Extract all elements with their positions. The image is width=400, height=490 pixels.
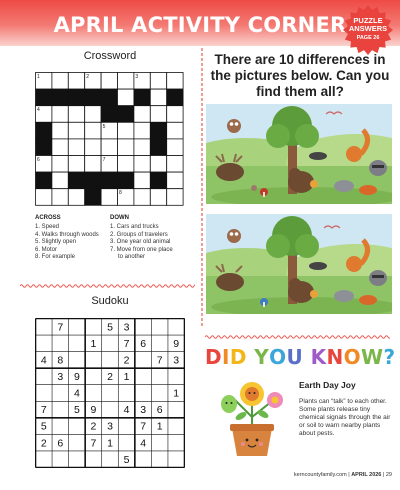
vertical-divider xyxy=(201,48,203,328)
sudoku-given-digit: 8 xyxy=(57,354,64,367)
crossword-cell[interactable] xyxy=(150,106,166,123)
crossword-cell[interactable] xyxy=(52,172,68,189)
crossword-cell[interactable] xyxy=(52,106,68,123)
owl-icon xyxy=(227,229,241,243)
owl-icon xyxy=(227,119,241,133)
sudoku-given-digit: 3 xyxy=(107,420,113,433)
crossword-cell[interactable] xyxy=(68,73,84,90)
down-clues xyxy=(110,224,173,262)
crossword-clue-number: 4 xyxy=(37,107,40,114)
crossword-black-cell xyxy=(118,172,134,189)
page-footer: kerncountyfamily.com | APRIL 2026 | 29 xyxy=(293,472,392,478)
sudoku-title: Sudoku xyxy=(91,295,129,307)
moose-icon xyxy=(216,163,244,181)
sudoku-given-digit: 1 xyxy=(107,437,113,450)
footer-issue: APRIL 2026 xyxy=(351,472,382,478)
crossword-cell[interactable] xyxy=(68,189,84,206)
heading-letter: W xyxy=(361,345,384,369)
crossword-black-cell xyxy=(134,89,150,106)
crossword-clue-number: 5 xyxy=(102,123,106,130)
across-clues xyxy=(35,224,99,262)
crossword-cell[interactable] xyxy=(167,122,183,139)
crossword-black-cell xyxy=(85,89,101,106)
crossword-cell[interactable] xyxy=(101,189,117,206)
badger-icon xyxy=(309,262,327,270)
down-clue: to another xyxy=(118,254,146,261)
title-april: APRIL xyxy=(53,13,124,37)
crossword-black-cell xyxy=(167,89,183,106)
crossword-cell[interactable] xyxy=(68,122,84,139)
crossword-cell[interactable] xyxy=(118,156,134,173)
crossword-black-cell xyxy=(150,122,166,139)
crossword-cell[interactable] xyxy=(118,139,134,156)
crossword-clue-number: 3 xyxy=(135,74,139,80)
crossword-cell[interactable] xyxy=(85,139,101,156)
across-heading: ACROSS xyxy=(35,215,61,221)
crossword-grid xyxy=(35,72,185,206)
badger-icon xyxy=(309,152,327,160)
honey-pot-icon xyxy=(310,180,318,188)
sudoku-grid xyxy=(35,318,185,468)
page-title xyxy=(0,13,400,37)
heading-letter: O xyxy=(343,345,362,369)
bud-character-icon xyxy=(221,395,237,413)
heading-letter: Y xyxy=(254,345,270,369)
crossword-cell[interactable] xyxy=(52,73,68,90)
heading-letter: U xyxy=(286,345,304,369)
crossword-black-cell xyxy=(36,122,52,139)
badge-line-1: PUZZLE xyxy=(353,16,383,25)
differences-question: There are 10 differences in the pictures below. Can you find them all? xyxy=(210,52,390,99)
crossword-black-cell xyxy=(52,89,68,106)
crossword-cell[interactable] xyxy=(134,189,150,206)
crossword-black-cell xyxy=(36,172,52,189)
sudoku-given-digit: 1 xyxy=(123,371,130,384)
footer-site: kerncountyfamily.com xyxy=(293,472,347,478)
crossword-cell[interactable] xyxy=(167,172,183,189)
sudoku-given-digit: 4 xyxy=(40,354,47,367)
badge-text xyxy=(343,17,393,42)
sudoku-given-digit: 7 xyxy=(90,437,97,450)
heading-letter: D xyxy=(205,345,223,369)
sudoku-given-digit: 3 xyxy=(173,354,180,367)
crossword-cell[interactable] xyxy=(68,139,84,156)
crossword-cell[interactable] xyxy=(134,172,150,189)
crossword-black-cell xyxy=(101,106,117,123)
sudoku-given-digit: 5 xyxy=(40,420,47,433)
sudoku-given-digit: 3 xyxy=(123,321,130,334)
crossword-black-cell xyxy=(150,172,166,189)
mouse-icon xyxy=(251,185,257,191)
across-clue: 4. Walks through woods xyxy=(35,231,99,238)
crossword-clue-number: 7 xyxy=(102,157,106,163)
crossword-black-cell xyxy=(101,89,117,106)
sudoku-given-digit: 3 xyxy=(57,371,64,384)
sudoku-given-digit: 9 xyxy=(73,371,80,384)
down-clue: 2. Groups of travelers xyxy=(110,231,168,238)
heading-letter: O xyxy=(269,345,287,369)
crossword-cell[interactable] xyxy=(134,122,150,139)
sudoku-given-digit: 7 xyxy=(40,404,47,417)
pink-flower-icon xyxy=(267,392,283,408)
crossword-cell[interactable] xyxy=(134,106,150,123)
sudoku-given-digit: 6 xyxy=(140,337,147,350)
across-clue: 1. Speed xyxy=(35,224,60,230)
sudoku-given-digit: 1 xyxy=(156,420,163,433)
crossword-black-cell xyxy=(85,189,101,206)
crossword-cell[interactable] xyxy=(118,89,134,106)
sudoku-given-digit: 7 xyxy=(140,420,147,433)
wavy-divider-left xyxy=(20,283,195,289)
crossword-black-cell xyxy=(118,106,134,123)
flower-pot xyxy=(232,428,272,456)
crossword-black-cell xyxy=(68,89,84,106)
sudoku-given-digit: 6 xyxy=(156,404,163,417)
crossword-title: Crossword xyxy=(83,50,137,62)
sudoku-given-digit: 7 xyxy=(57,321,64,334)
sudoku-given-digit: 5 xyxy=(73,404,80,417)
woodland-scene-top xyxy=(206,104,392,204)
crossword-cell[interactable] xyxy=(134,156,150,173)
crossword-black-cell xyxy=(36,139,52,156)
across-clue: 5. Slightly open xyxy=(35,239,77,246)
sudoku-given-digit: 4 xyxy=(140,437,147,450)
heading-letter: K xyxy=(310,345,327,369)
fox-icon xyxy=(359,185,377,195)
across-clue: 8. For example xyxy=(35,254,76,261)
squirrel-icon xyxy=(346,256,362,272)
crossword-cell[interactable] xyxy=(68,106,84,123)
crossword-clue-number: 6 xyxy=(37,157,40,163)
wolf-icon xyxy=(334,180,354,192)
badge-line-2: ANSWERS xyxy=(348,24,388,33)
moose-icon xyxy=(216,273,244,291)
sudoku-given-digit: 1 xyxy=(90,337,97,350)
crossword-cell[interactable] xyxy=(85,106,101,123)
sudoku-given-digit: 5 xyxy=(123,453,130,466)
crossword-cell[interactable] xyxy=(52,122,68,139)
down-heading: DOWN xyxy=(110,215,129,221)
heading-letter: ? xyxy=(383,345,396,369)
crossword-clue-number: 8 xyxy=(119,190,122,197)
sudoku-given-digit: 5 xyxy=(107,321,113,334)
footer-page-number: 29 xyxy=(385,472,392,478)
crossword-cell[interactable] xyxy=(118,122,134,139)
woodland-scene-bottom xyxy=(206,214,392,314)
crossword-cell[interactable] xyxy=(167,189,183,206)
fact-title: Earth Day Joy xyxy=(299,380,356,390)
heading-letter: N xyxy=(326,345,344,369)
crossword-cell[interactable] xyxy=(52,156,68,173)
sudoku-given-digit: 2 xyxy=(40,437,47,450)
sudoku-given-digit: 2 xyxy=(123,354,130,367)
sudoku-given-digit: 4 xyxy=(123,404,130,417)
crossword-cell[interactable] xyxy=(150,89,166,106)
down-clue: 1. Cars and trucks xyxy=(110,224,159,230)
crossword-black-cell xyxy=(68,172,84,189)
crossword-cell[interactable] xyxy=(150,73,166,90)
crossword-cell[interactable] xyxy=(36,189,52,206)
sudoku-given-digit: 4 xyxy=(73,387,80,400)
badge-line-3: PAGE 26 xyxy=(356,35,380,41)
wolf-icon xyxy=(334,290,354,302)
sudoku-given-digit: 3 xyxy=(140,404,147,417)
puzzle-answers-badge xyxy=(343,5,393,55)
crossword-black-cell xyxy=(101,172,117,189)
sudoku-given-digit: 2 xyxy=(107,371,113,384)
fact-text: Plants can “talk” to each other. Some plants release tiny chemical signals through the air or soil to warn nearby plants about pests. xyxy=(299,398,391,437)
crossword-black-cell xyxy=(36,89,52,106)
fox-icon xyxy=(359,295,377,305)
crossword-cell[interactable] xyxy=(52,139,68,156)
crossword-cell[interactable] xyxy=(167,73,183,90)
crossword-clue-number: 2 xyxy=(86,74,89,80)
sudoku-given-digit: 6 xyxy=(57,437,64,450)
crossword-black-cell xyxy=(150,139,166,156)
sudoku-given-digit: 9 xyxy=(173,337,180,350)
sudoku-given-digit: 1 xyxy=(173,387,180,400)
crossword-cell[interactable] xyxy=(150,156,166,173)
crossword-cell[interactable] xyxy=(150,189,166,206)
sunflower-icon xyxy=(240,382,264,406)
title-activity-corner: ACTIVITY CORNER xyxy=(131,13,347,37)
heading-letter: I xyxy=(222,345,230,369)
heading-letter xyxy=(303,345,310,369)
potted-flowers-icon xyxy=(207,372,297,462)
squirrel-icon xyxy=(346,146,362,162)
crossword-cell[interactable] xyxy=(52,189,68,206)
crossword-clue-number: 1 xyxy=(37,74,40,80)
across-clue: 6. Motor xyxy=(35,246,58,253)
down-clue: 7. Move from one place xyxy=(110,246,173,253)
crossword-cell[interactable] xyxy=(167,106,183,123)
honey-pot-icon xyxy=(310,290,318,298)
crossword-cell[interactable] xyxy=(101,139,117,156)
sudoku-given-digit: 9 xyxy=(90,404,97,417)
sudoku-given-digit: 2 xyxy=(90,420,97,433)
sudoku-given-digit: 7 xyxy=(156,354,163,367)
wavy-divider-right xyxy=(205,334,390,340)
crossword-cell[interactable] xyxy=(85,122,101,139)
crossword-cell[interactable] xyxy=(118,73,134,90)
crossword-black-cell xyxy=(85,172,101,189)
crossword-cell[interactable] xyxy=(85,156,101,173)
heading-letter: D xyxy=(229,345,247,369)
sudoku-given-digit: 7 xyxy=(123,337,130,350)
crossword-cell[interactable] xyxy=(68,156,84,173)
down-clue: 3. One year old animal xyxy=(110,239,171,246)
crossword-cell[interactable] xyxy=(167,156,183,173)
crossword-cell[interactable] xyxy=(134,139,150,156)
crossword-cell[interactable] xyxy=(101,73,117,90)
did-you-know-heading xyxy=(205,345,395,369)
crossword-cell[interactable] xyxy=(167,139,183,156)
